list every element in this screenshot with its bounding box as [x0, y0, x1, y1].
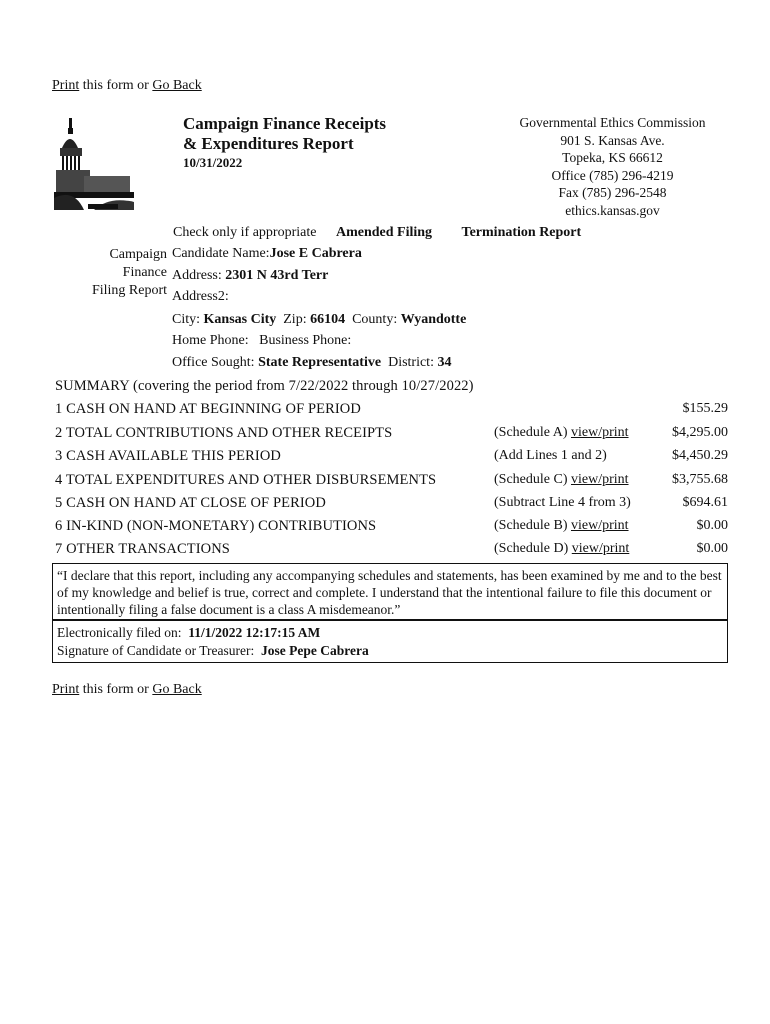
- agency-line: ethics.kansas.gov: [565, 202, 660, 218]
- candidate-row: [172, 246, 362, 262]
- summary-amount: $4,295.00: [672, 425, 728, 440]
- schedule-text: (Add Lines 1 and 2): [494, 448, 607, 463]
- print-link[interactable]: Print: [52, 78, 80, 93]
- side-label-line: Finance: [122, 265, 167, 280]
- schedule-text: (Subtract Line 4 from 3): [494, 495, 631, 510]
- city-row: [172, 312, 466, 328]
- capitol-logo-icon: [54, 118, 136, 210]
- county-label: County:: [352, 312, 398, 327]
- amended-filing-label: Amended Filing: [335, 225, 433, 240]
- summary-label: 4 TOTAL EXPENDITURES AND OTHER DISBURSEMENTS: [55, 472, 437, 488]
- agency-line: Fax (785) 296-2548: [558, 185, 667, 200]
- go-back-link[interactable]: Go Back: [152, 682, 202, 697]
- title-line-2: & Expenditures Report: [183, 134, 354, 153]
- declaration-box: “I declare that this report, including any accompanying schedules and statements, has been examined by me and to the best of my knowledge and belief is true, correct and complete. I understand that the intentional failure to file this document or intentionally filing a false document is a class A misdemeanor.”: [52, 563, 728, 620]
- zip-label: Zip:: [283, 312, 307, 327]
- summary-amount: $3,755.68: [672, 472, 728, 487]
- agency-line: 901 S. Kansas Ave.: [560, 132, 665, 148]
- candidate-label: Candidate Name:: [172, 246, 270, 261]
- summary-label: 5 CASH ON HAND AT CLOSE OF PERIOD: [55, 495, 326, 511]
- city-label: City:: [172, 312, 201, 327]
- summary-heading: SUMMARY (covering the period from 7/22/2022 through 10/27/2022): [55, 378, 474, 394]
- summary-label: 2 TOTAL CONTRIBUTIONS AND OTHER RECEIPTS: [55, 425, 393, 441]
- summary-label: 6 IN-KIND (NON-MONETARY) CONTRIBUTIONS: [55, 518, 377, 534]
- termination-report-label: Termination Report: [461, 225, 582, 240]
- schedule-ref: [494, 425, 629, 441]
- district-label: District:: [388, 355, 434, 370]
- summary-label: 3 CASH AVAILABLE THIS PERIOD: [55, 448, 281, 464]
- address2-label: Address2:: [172, 289, 229, 304]
- top-nav: [52, 78, 202, 94]
- filed-on-value: 11/1/2022 12:17:15 AM: [188, 625, 321, 640]
- check-text: Check only if appropriate: [173, 225, 317, 240]
- address-row: [172, 268, 328, 284]
- office-row: [172, 355, 451, 371]
- summary-label: 7 OTHER TRANSACTIONS: [55, 541, 230, 557]
- schedule-text: (Schedule A): [494, 425, 568, 440]
- view-print-link[interactable]: view/print: [570, 518, 629, 533]
- city-value: Kansas City: [203, 312, 277, 327]
- summary-amount: $4,450.29: [672, 448, 728, 463]
- schedule-ref: [494, 472, 629, 488]
- side-label-line: Filing Report: [91, 283, 167, 298]
- schedule-ref: [494, 448, 607, 464]
- office-label: Office Sought:: [172, 355, 255, 370]
- nav-text: this form or: [79, 682, 153, 697]
- print-link[interactable]: Print: [52, 682, 80, 697]
- summary-amount: $0.00: [696, 541, 728, 556]
- county-value: Wyandotte: [400, 312, 467, 327]
- agency-line: Topeka, KS 66612: [562, 150, 663, 165]
- view-print-link[interactable]: view/print: [570, 425, 629, 440]
- view-print-link[interactable]: view/print: [570, 472, 629, 487]
- nav-text: this form or: [79, 78, 153, 93]
- go-back-link[interactable]: Go Back: [152, 78, 202, 93]
- filed-on-label: Electronically filed on:: [57, 625, 182, 640]
- summary-label: 1 CASH ON HAND AT BEGINNING OF PERIOD: [55, 401, 361, 417]
- side-label: [57, 246, 167, 300]
- agency-line: Governmental Ethics Commission: [519, 115, 706, 130]
- address-label: Address:: [172, 268, 222, 283]
- district-value: 34: [437, 355, 452, 370]
- summary-amount: $694.61: [682, 495, 728, 510]
- signature-value: Jose Pepe Cabrera: [260, 643, 369, 658]
- summary-amount: $0.00: [696, 518, 728, 533]
- signature-row: [57, 642, 723, 660]
- side-label-line: Campaign: [109, 247, 167, 262]
- office-value: State Representative: [258, 355, 382, 370]
- address-value: 2301 N 43rd Terr: [225, 268, 329, 283]
- candidate-name: Jose E Cabrera: [269, 246, 362, 261]
- title-line-1: Campaign Finance Receipts: [183, 114, 387, 133]
- filed-on-row: [57, 624, 723, 642]
- home-phone-label: Home Phone:: [172, 333, 249, 348]
- report-date: 10/31/2022: [183, 155, 243, 170]
- check-line: [173, 225, 581, 241]
- view-print-link[interactable]: view/print: [571, 541, 630, 556]
- agency-line: Office (785) 296-4219: [551, 167, 674, 183]
- signature-label: Signature of Candidate or Treasurer:: [57, 643, 255, 658]
- schedule-text: (Schedule D): [494, 541, 569, 556]
- schedule-text: (Schedule C): [494, 472, 568, 487]
- agency-address: [490, 114, 735, 219]
- schedule-ref: [494, 518, 629, 534]
- zip-value: 66104: [310, 312, 346, 327]
- summary-amount: $155.29: [682, 401, 728, 416]
- phone-row: [172, 333, 351, 349]
- business-phone-label: Business Phone:: [259, 333, 352, 348]
- schedule-ref: [494, 495, 631, 511]
- schedule-text: (Schedule B): [494, 518, 568, 533]
- address2-row: [172, 289, 229, 305]
- signature-box: [52, 620, 728, 663]
- report-title: [183, 114, 386, 172]
- bottom-nav: [52, 682, 202, 698]
- schedule-ref: [494, 541, 629, 557]
